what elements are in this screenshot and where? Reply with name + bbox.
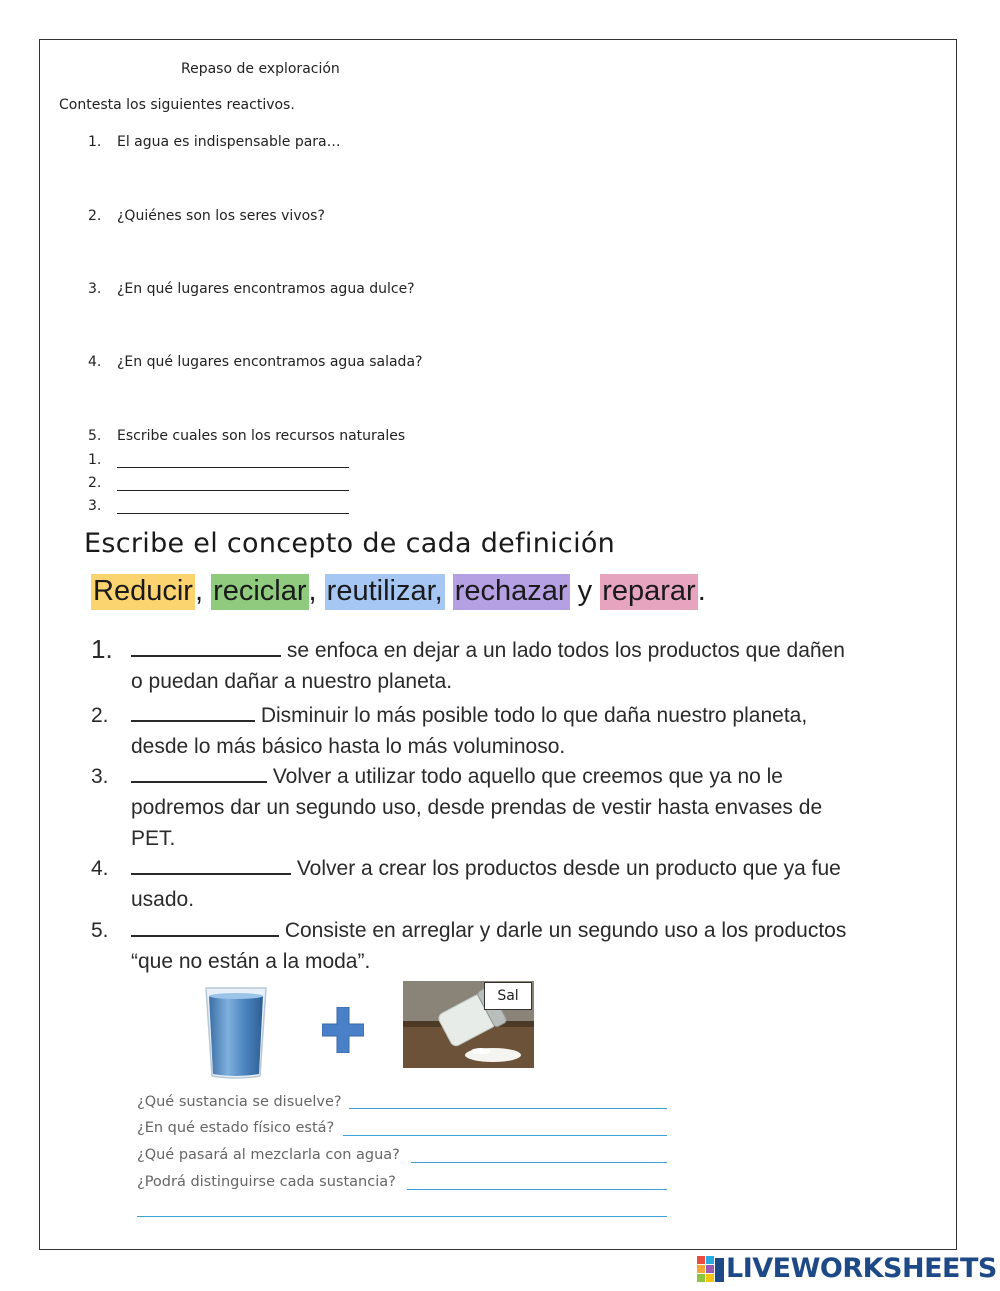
plus-icon (322, 1007, 364, 1053)
word-reparar: reparar (600, 574, 698, 610)
concepts-heading: Escribe el concepto de cada definición (84, 528, 616, 559)
liveworksheets-logo (697, 1253, 997, 1284)
worksheet-title: Repaso de exploración (181, 61, 340, 77)
definition-answer-blank[interactable] (131, 637, 281, 657)
resource-item-3: 3. (88, 498, 101, 514)
definition-4: Volver a crear los productos desde un producto que ya fue usado. (131, 857, 841, 911)
definition-2: Disminuir lo más posible todo lo que daña nuestro planeta, desde lo más básico hasta lo más voluminoso. (131, 704, 808, 758)
question-5: 5. Escribe cuales son los recursos naturales (88, 428, 406, 444)
resource-item-1: 1. (88, 452, 101, 468)
definition-5: Consiste en arreglar y darle un segundo uso a los productos “que no están a la moda”. (131, 919, 847, 973)
concept-word-list: Reducir, reciclar, reutilizar, rechazar y reparar. (91, 575, 706, 608)
resource-answer-line[interactable] (117, 478, 349, 491)
liveworksheets-logo-icon (697, 1254, 725, 1284)
mixture-answer-line-extra[interactable] (137, 1216, 667, 1217)
mixture-answer-line[interactable] (411, 1162, 667, 1163)
water-glass-image (204, 986, 268, 1080)
instructions: Contesta los siguientes reactivos. (59, 97, 295, 113)
question-3: 3. ¿En qué lugares encontramos agua dulce? (88, 281, 415, 297)
word-reducir: Reducir (91, 574, 195, 610)
resource-answer-line[interactable] (117, 501, 349, 514)
mixture-question-3: ¿Qué pasará al mezclarla con agua? (137, 1147, 400, 1163)
question-4: 4. ¿En qué lugares encontramos agua salada? (88, 354, 423, 370)
definition-3: Volver a utilizar todo aquello que creemos que ya no le podremos dar un segundo uso, desde prendas de vestir hasta envases de PET. (131, 765, 823, 850)
resource-item-2: 2. (88, 475, 101, 491)
word-reutilizar: reutilizar, (325, 574, 445, 610)
question-1: 1. El agua es indispensable para… (88, 134, 341, 150)
mixture-answer-line[interactable] (407, 1189, 667, 1190)
question-text: ¿Quiénes son los seres vivos? (117, 208, 325, 224)
resource-answer-line[interactable] (117, 455, 349, 468)
definition-answer-blank[interactable] (131, 855, 291, 875)
mixture-answer-line[interactable] (343, 1135, 667, 1136)
question-2: 2. ¿Quiénes son los seres vivos? (88, 208, 325, 224)
mixture-question-1: ¿Qué sustancia se disuelve? (137, 1094, 342, 1110)
question-text: El agua es indispensable para… (117, 134, 341, 150)
question-text: ¿En qué lugares encontramos agua salada? (117, 354, 423, 370)
mixture-question-4: ¿Podrá distinguirse cada sustancia? (137, 1174, 396, 1190)
word-reciclar: reciclar (211, 574, 308, 610)
definition-1: se enfoca en dejar a un lado todos los productos que dañen o puedan dañar a nuestro planeta. (131, 639, 845, 693)
word-rechazar: rechazar (453, 574, 570, 610)
mixture-question-2: ¿En qué estado físico está? (137, 1120, 335, 1136)
salt-label: Sal (484, 982, 532, 1010)
definition-answer-blank[interactable] (131, 763, 267, 783)
liveworksheets-logo-text: LIVEWORKSHEETS (726, 1253, 997, 1284)
definition-answer-blank[interactable] (131, 917, 279, 937)
question-text: Escribe cuales son los recursos naturales (117, 428, 406, 444)
definition-answer-blank[interactable] (131, 702, 255, 722)
question-text: ¿En qué lugares encontramos agua dulce? (117, 281, 415, 297)
mixture-answer-line[interactable] (349, 1108, 667, 1109)
